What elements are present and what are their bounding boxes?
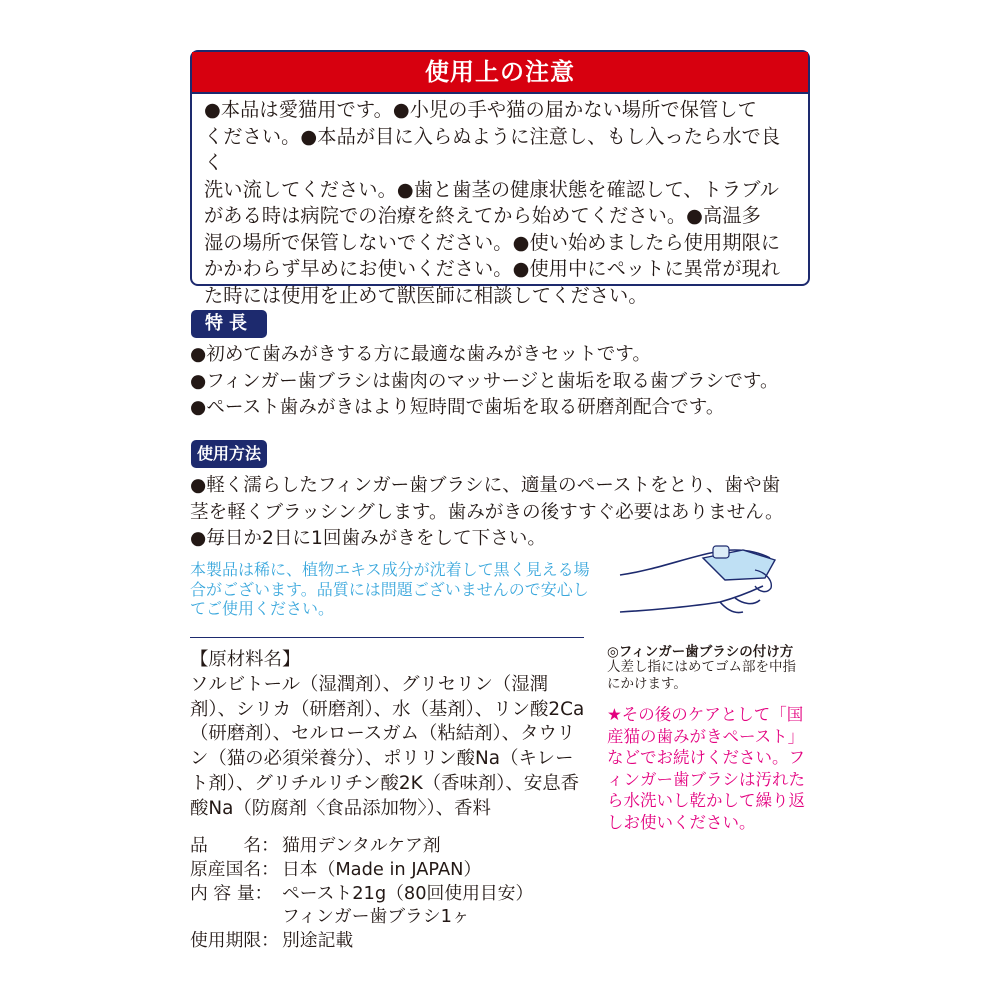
features-list	[190, 342, 779, 422]
stain-note: 本製品は稀に、植物エキス成分が沈着して黒く見える場合がございます。品質には問題ございませんので安心してご使用ください。	[190, 560, 590, 618]
feature-item: ●ペースト歯みがきはより短時間で歯垢を取る研磨剤配合です。	[190, 397, 725, 418]
spec-label: 使用期限：	[190, 930, 279, 952]
section-divider	[190, 637, 584, 638]
spec-value: ペースト21g（80回使用目安）	[282, 882, 534, 904]
caution-line: 洗い流してください。●歯と歯茎の健康状態を確認して、トラブル	[204, 177, 780, 201]
usage-line: 茎を軽くブラッシングします。歯みがきの後すすぐ必要はありません。	[190, 501, 784, 523]
caution-box	[190, 50, 810, 307]
caution-line: 湿の場所で保管しないでください。●使い始めましたら使用期限に	[204, 230, 781, 254]
ingredients-text: ソルビトール（湿潤剤）、グリセリン（湿潤剤）、シリカ（研磨剤）、水（基剤）、リン酸2Ca（研磨剤）、セルロースガム（粘結剤）、タウリン（猫の必須栄養分）、ポリリン酸Na（キレート剤）、グリチルリチン酸2K（香味剤）、安息香酸Na（防腐剤〈食品添加物〉）、香料	[190, 673, 585, 819]
spec-row	[190, 929, 533, 953]
feature-item: ●フィンガー歯ブラシは歯肉のマッサージと歯垢を取る歯ブラシです。	[190, 370, 779, 392]
illustration-caption-body: 人差し指にはめてゴム部を中指にかけます。	[607, 659, 796, 692]
illustration-caption-title: ◎フィンガー歯ブラシの付け方	[607, 644, 794, 660]
caution-line: た時には使用を止めて獣医師に相談してください。	[204, 283, 648, 307]
spec-value: 日本（Made in JAPAN）	[282, 858, 482, 880]
spec-row	[190, 834, 533, 858]
caution-body	[192, 94, 808, 309]
product-spec	[190, 834, 533, 953]
usage-tag: 使用方法	[191, 440, 267, 468]
caution-line: ●本品は愛猫用です。●小児の手や猫の届かない場所で保管して	[204, 98, 757, 121]
features-tag: 特長	[191, 310, 267, 338]
feature-item: ●初めて歯みがきする方に最適な歯みがきセットです。	[190, 344, 651, 365]
caution-line: ください。●本品が目に入らぬように注意し、もし入ったら水で良く	[204, 124, 781, 174]
spec-row	[190, 905, 533, 929]
caution-line: かかわらず早めにお使いください。●使用中にペットに異常が現れ	[204, 257, 781, 280]
spec-value: 猫用デンタルケア剤	[282, 835, 441, 856]
caution-title: 使用上の注意	[192, 52, 808, 94]
spec-label: 品 名：	[190, 835, 279, 856]
aftercare-note: ★その後のケアとして「国産猫の歯みがきペースト」などでお続けください。フィンガー歯ブラシは汚れたら水洗いし乾かして繰り返しお使いください。	[607, 705, 805, 832]
spec-value: フィンガー歯ブラシ1ヶ	[282, 906, 470, 928]
spec-row	[190, 858, 533, 882]
finger-brush-illustration	[615, 540, 800, 640]
spec-label	[190, 905, 282, 929]
caution-line: がある時は病院での治療を終えてから始めてください。●高温多	[204, 204, 761, 227]
spec-value: 別途記載	[282, 930, 354, 952]
ingredients-title: 【原材料名】	[190, 649, 301, 670]
usage-line: ●毎日か2日に1回歯みがきをして下さい。	[190, 528, 546, 549]
usage-line: ●軽く濡らしたフィンガー歯ブラシに、適量のペーストをとり、歯や歯	[190, 475, 781, 496]
spec-label: 内 容 量：	[190, 882, 273, 904]
spec-label: 原産国名：	[190, 858, 279, 880]
ingredients-block	[190, 648, 585, 822]
spec-row	[190, 882, 533, 906]
